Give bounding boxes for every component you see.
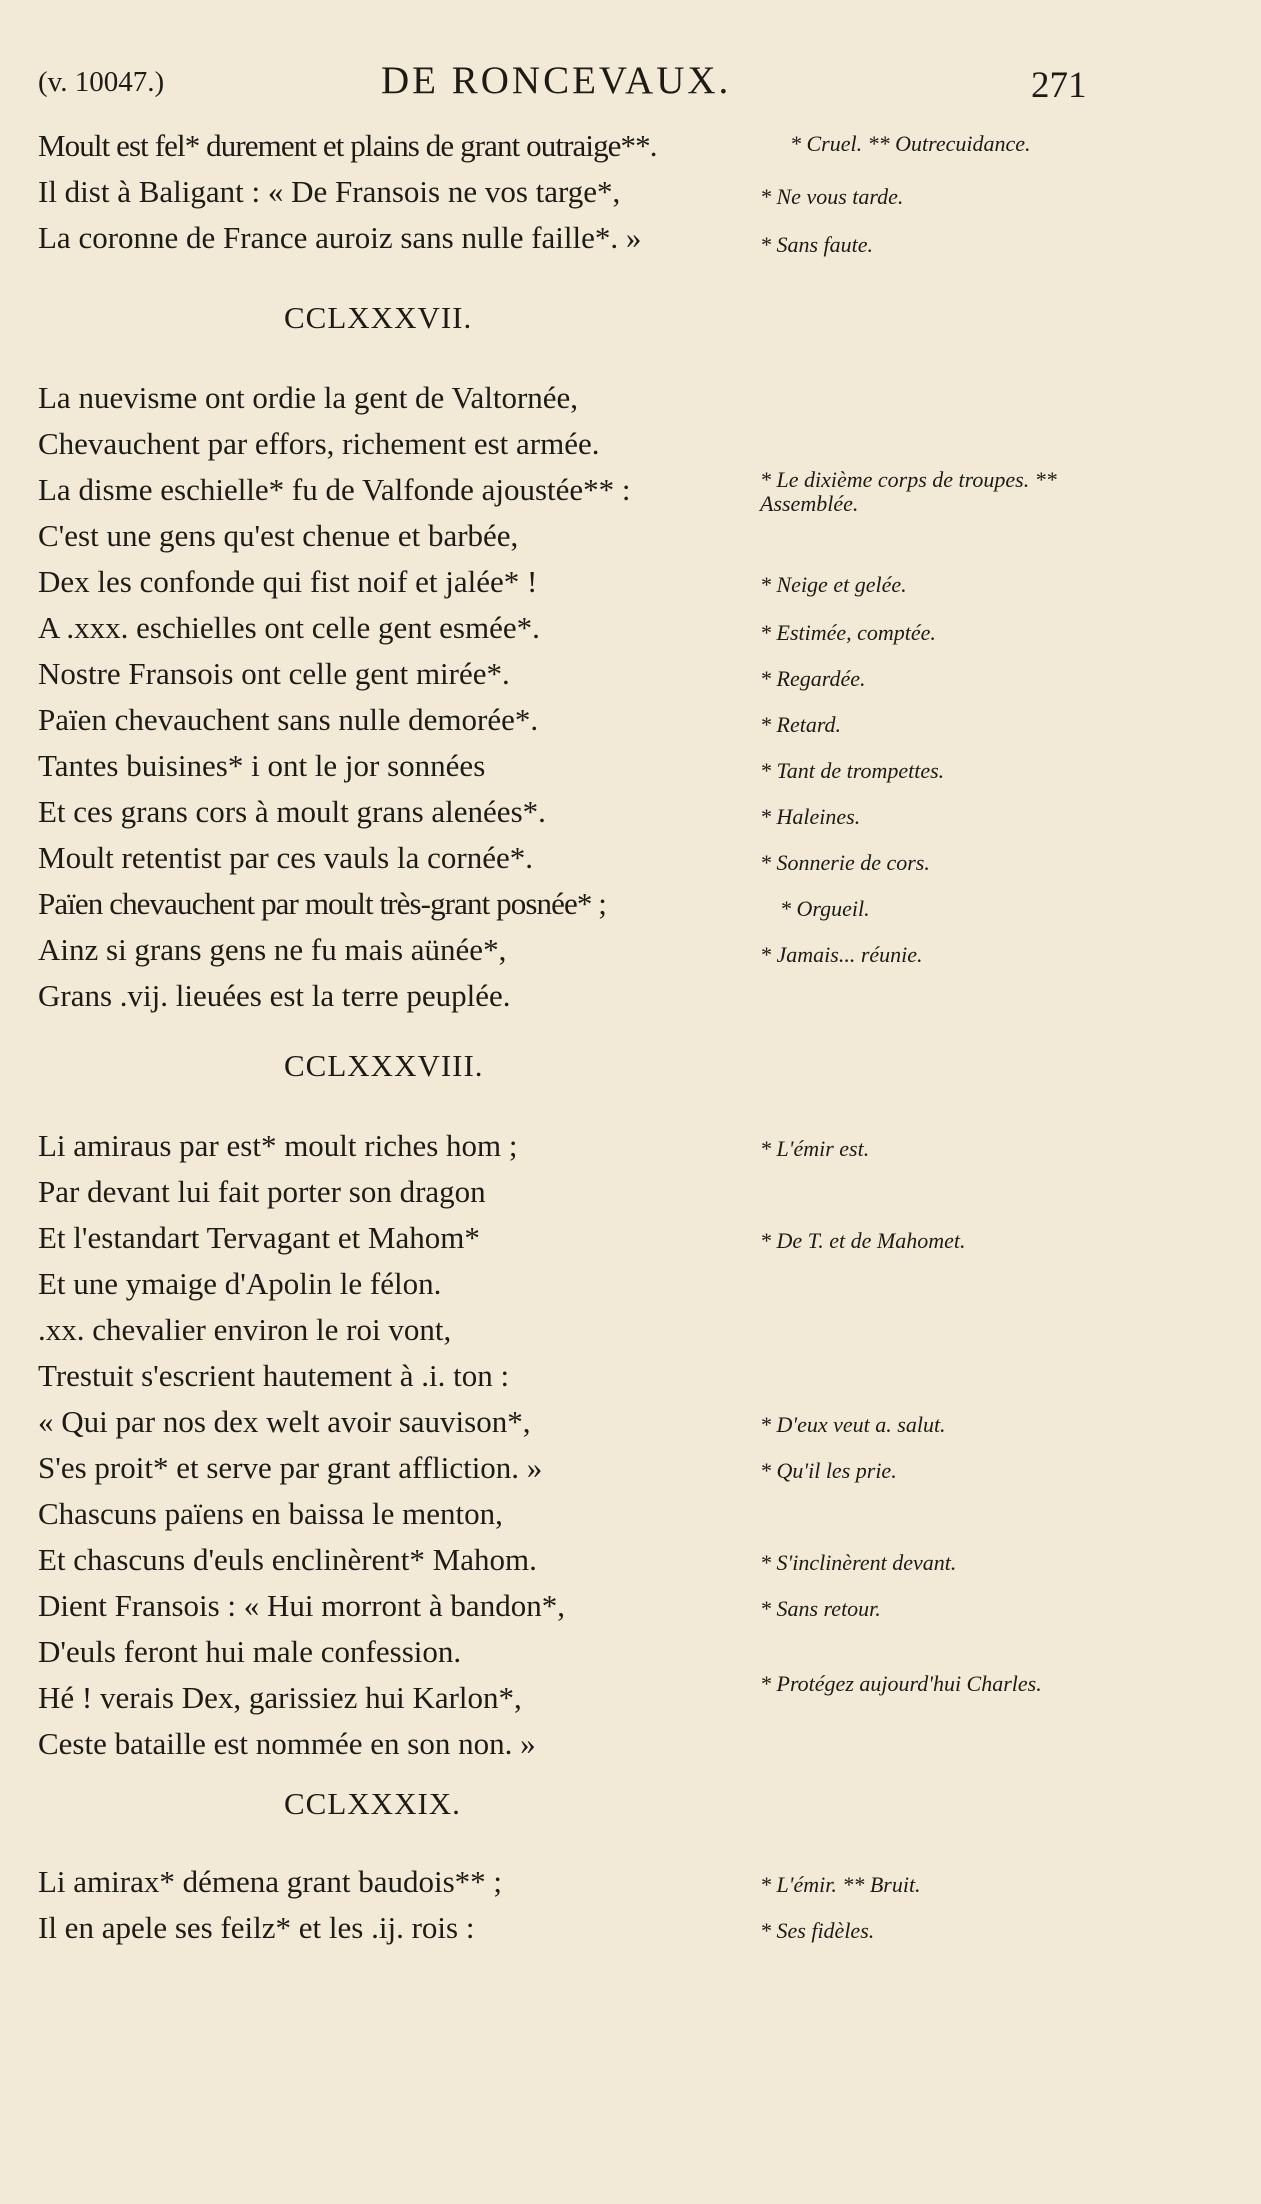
gloss-note: * Protégez aujourd'hui Charles. [760, 1671, 1042, 1696]
gloss-note: * Retard. [760, 712, 842, 737]
gloss-note: * Regardée. [760, 666, 866, 691]
verse-line: C'est une gens qu'est chenue et barbée, [38, 518, 519, 553]
verse-line: Il dist à Baligant : « De Fransois ne vos targe*, [38, 174, 621, 209]
verse-line: Tantes buisines* i ont le jor sonnées [38, 748, 486, 783]
gloss-note: * Tant de trompettes. [760, 758, 945, 783]
verse-line: Trestuit s'escrient hautement à .i. ton : [38, 1358, 510, 1393]
gloss-note: * Ne vous tarde. [760, 184, 904, 209]
page-number: 271 [1031, 65, 1087, 106]
verse-line: D'euls feront hui male confession. [38, 1634, 462, 1669]
verse-line: Et une ymaige d'Apolin le félon. [38, 1266, 442, 1301]
verse-line: Et l'estandart Tervagant et Mahom* [38, 1220, 480, 1255]
verse-line: Li amirax* démena grant baudois** ; [38, 1864, 503, 1899]
gloss-note: * Sans retour. [760, 1596, 881, 1621]
gloss-note: * L'émir. ** Bruit. [760, 1872, 921, 1897]
gloss-note: * Orgueil. [780, 896, 870, 921]
gloss-note: * Sans faute. [760, 232, 874, 257]
verse-line: Li amiraus par est* moult riches hom ; [38, 1128, 518, 1163]
gloss-note: * Ses fidèles. [760, 1918, 875, 1943]
gloss-note: * Sonnerie de cors. [760, 850, 930, 875]
verse-range: (v. 10047.) [38, 66, 165, 98]
gloss-note: * Cruel. ** Outrecuidance. [790, 131, 1031, 156]
verse-line: Il en apele ses feilz* et les .ij. rois : [38, 1910, 475, 1945]
verse-line: Et chascuns d'euls enclinèrent* Mahom. [38, 1542, 537, 1577]
gloss-note: * De T. et de Mahomet. [760, 1228, 966, 1253]
gloss-note: * L'émir est. [760, 1136, 870, 1161]
verse-line: « Qui par nos dex welt avoir sauvison*, [38, 1404, 531, 1439]
verse-line: Nostre Fransois ont celle gent mirée*. [38, 656, 510, 691]
verse-line: A .xxx. eschielles ont celle gent esmée*. [38, 610, 540, 645]
gloss-note: * Qu'il les prie. [760, 1458, 897, 1483]
verse-line: Dient Fransois : « Hui morront à bandon*, [38, 1588, 565, 1623]
verse-line: Grans .vij. lieuées est la terre peuplée. [38, 978, 511, 1013]
verse-line: Et ces grans cors à moult grans alenées*. [38, 794, 546, 829]
verse-line: Païen chevauchent par moult très-grant posnée* ; [38, 886, 606, 921]
running-header [38, 58, 1098, 108]
gloss-note: * D'eux veut a. salut. [760, 1412, 946, 1437]
gloss-note: * Le dixième corps de troupes. ** Assemblée. [760, 467, 1057, 516]
verse-line: Hé ! verais Dex, garissiez hui Karlon*, [38, 1680, 522, 1715]
verse-line: La coronne de France auroiz sans nulle faille*. » [38, 220, 642, 255]
verse-line: Moult retentist par ces vauls la cornée*. [38, 840, 533, 875]
verse-line: Païen chevauchent sans nulle demorée*. [38, 702, 539, 737]
verse-line: .xx. chevalier environ le roi vont, [38, 1312, 452, 1347]
verse-line: La disme eschielle* fu de Valfonde ajoustée** : [38, 472, 631, 507]
verse-line: Moult est fel* durement et plains de grant outraige**. [38, 128, 657, 163]
gloss-note: * S'inclinèrent devant. [760, 1550, 957, 1575]
section-heading: CCLXXXIX. [284, 1786, 461, 1821]
verse-line: La nuevisme ont ordie la gent de Valtornée, [38, 380, 579, 415]
gloss-note: * Jamais... réunie. [760, 942, 923, 967]
verse-line: Dex les confonde qui fist noif et jalée* ! [38, 564, 538, 599]
section-heading: CCLXXXVIII. [284, 1048, 484, 1083]
gloss-note: * Estimée, comptée. [760, 620, 936, 645]
verse-line: S'es proit* et serve par grant affliction. » [38, 1450, 543, 1485]
section-heading: CCLXXXVII. [284, 300, 473, 335]
verse-line: Chevauchent par effors, richement est armée. [38, 426, 600, 461]
gloss-note: * Neige et gelée. [760, 572, 907, 597]
verse-line: Ainz si grans gens ne fu mais aünée*, [38, 932, 507, 967]
gloss-note: * Haleines. [760, 804, 861, 829]
running-title: DE RONCEVAUX. [381, 59, 732, 102]
verse-line: Chascuns païens en baissa le menton, [38, 1496, 503, 1531]
verse-line: Par devant lui fait porter son dragon [38, 1174, 486, 1209]
verse-line: Ceste bataille est nommée en son non. » [38, 1726, 536, 1761]
